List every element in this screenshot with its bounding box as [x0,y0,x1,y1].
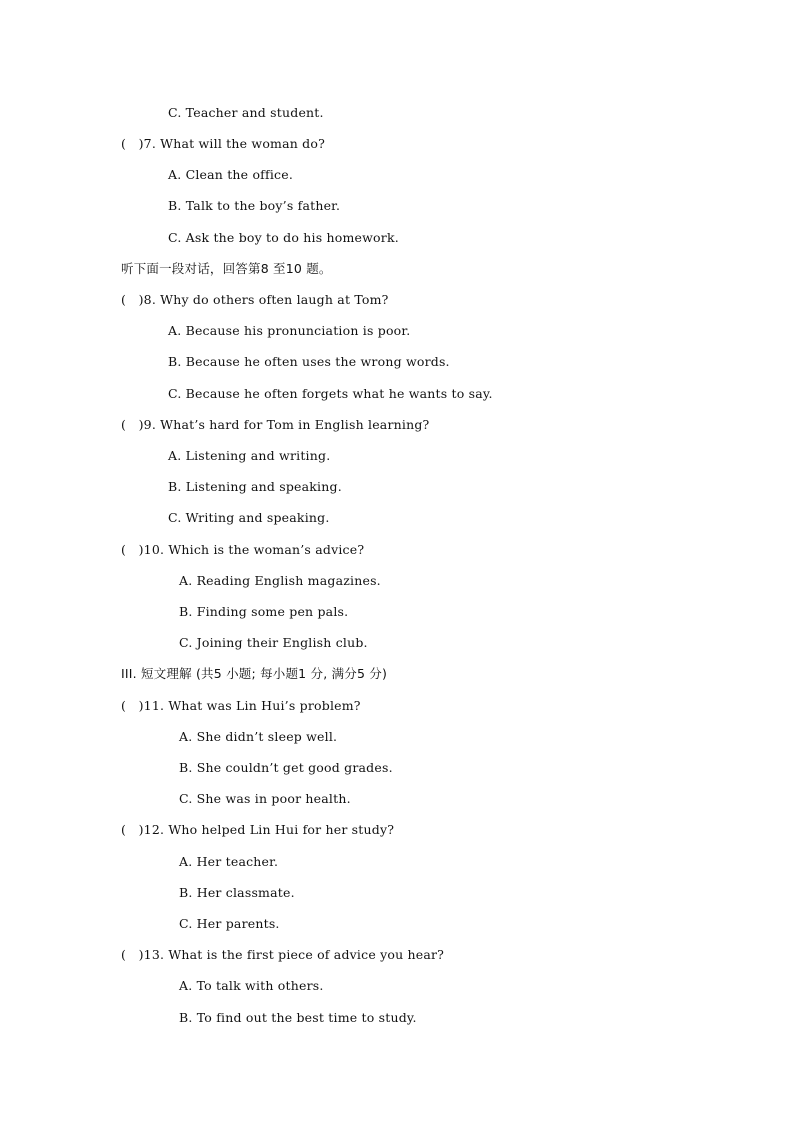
question-12: ( )12. Who helped Lin Hui for her study? [121,822,395,837]
option-10a: A. Reading English magazines. [179,573,381,588]
question-11: ( )11. What was Lin Hui’s problem? [121,698,361,713]
option-11c: C. She was in poor health. [179,791,351,806]
section-heading: III. 短文理解 (共5 小题; 每小题1 分, 满分5 分) [121,666,388,681]
question-9: ( )9. What’s hard for Tom in English learning? [121,417,430,432]
option-7b: B. Talk to the boy’s father. [168,198,341,213]
option-9a: A. Listening and writing. [168,448,331,463]
option-8c: C. Because he often forgets what he wants to say. [168,386,493,401]
option-7a: A. Clean the office. [168,167,294,182]
option-10b: B. Finding some pen pals. [179,604,349,619]
option-6c: C. Teacher and student. [168,105,324,120]
option-8a: A. Because his pronunciation is poor. [168,323,411,338]
option-12c: C. Her parents. [179,916,280,931]
option-9c: C. Writing and speaking. [168,510,330,525]
option-11b: B. She couldn’t get good grades. [179,760,393,775]
option-12a: A. Her teacher. [179,854,279,869]
question-10: ( )10. Which is the woman’s advice? [121,542,365,557]
question-13: ( )13. What is the first piece of advice you hear? [121,947,445,962]
option-8b: B. Because he often uses the wrong words. [168,354,450,369]
option-11a: A. She didn’t sleep well. [179,729,338,744]
option-13a: A. To talk with others. [179,978,324,993]
question-8: ( )8. Why do others often laugh at Tom? [121,292,389,307]
section-instruction: 听下面一段对话，回答第8 至10 题。 [121,261,332,276]
option-10c: C. Joining their English club. [179,635,368,650]
option-12b: B. Her classmate. [179,885,295,900]
option-9b: B. Listening and speaking. [168,479,342,494]
option-7c: C. Ask the boy to do his homework. [168,230,399,245]
question-7: ( )7. What will the woman do? [121,136,326,151]
option-13b: B. To find out the best time to study. [179,1010,417,1025]
